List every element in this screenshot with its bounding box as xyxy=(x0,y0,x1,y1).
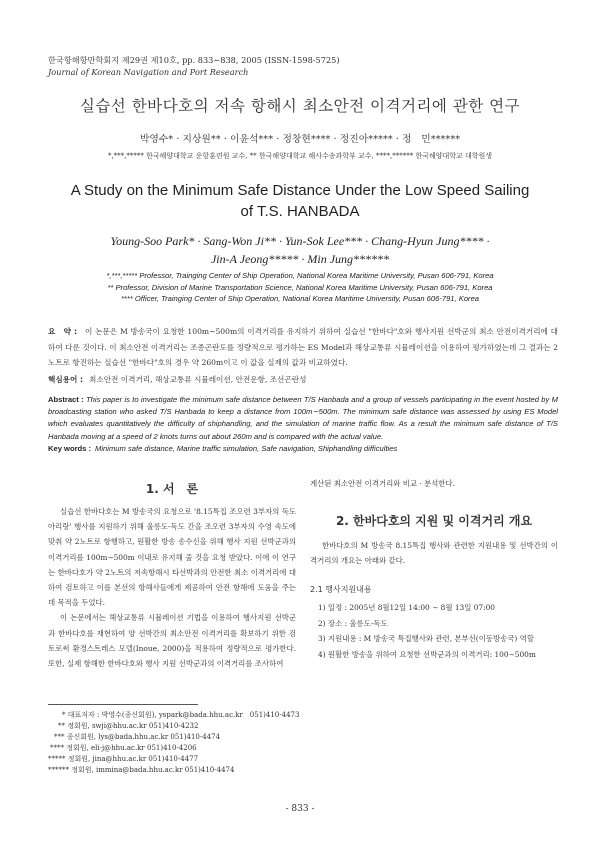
section1-continuation-text: 계산된 최소안전 이격거리와 비교 · 분석한다. xyxy=(310,479,455,488)
affiliation-english-2: ** Professor, Division of Marine Transportation Science, National Korea Maritime University, Pusan 606-791, Korea xyxy=(107,282,493,292)
keywords-korean-label: 핵심용어 : xyxy=(48,375,84,384)
footnote-5: ***** 정회원, jina@hhu.ac.kr 051)410-4477 xyxy=(48,755,199,763)
abstract-korean-text: 이 논문은 M 방송국이 요청한 100m∼500m의 이격거리를 유지하기 위하여 실습선 "한바다"호와 행사지원 선박군의 최소 안전이격거리에 대하여 다룬 것이다. 이 최소안전 이격거리는 조종곤란도를 정량적으로 평가하는 ES Model과 해상교통류 시뮬레이션을 이용하여 평가하였는데 그 결과는 2노트로 항진하는 실습선 "한바다"호의 경우 약 260m이고 이 값을 실제의 값과 비교하였다. xyxy=(48,327,558,367)
title-english-line1: A Study on the Minimum Safe Distance Under the Low Speed Sailing xyxy=(70,182,530,199)
list-item: 1) 일정 : 2005년 8월12일 14:00 ∼ 8월 13일 07:00 xyxy=(318,603,496,612)
keywords-english-text: Minimum safe distance, Marine traffic simulation, Safe navigation, Shiphandling difficulties xyxy=(95,444,398,453)
keywords-english xyxy=(48,444,568,453)
affiliation-english-3: **** Officer, Trainging Center of Ship Operation, National Korea Maritime University, Pusan 606-791, Korea xyxy=(120,294,480,303)
abstract-english xyxy=(48,394,558,443)
abstract-korean-label: 요 약 : xyxy=(48,327,78,336)
section2-intro-text: 한바다호의 M 방송국 8.15특집 행사와 관련한 지원내용 및 선박간의 이격거리의 개요는 아래와 같다. xyxy=(310,541,558,566)
affiliations-english xyxy=(0,270,600,305)
footnote-1: * 대표저자 : 박영수(종신회원), yspark@bada.hhu.ac.kr 051)410-4473 xyxy=(62,711,300,719)
footnote-6: ****** 정회원, immina@bada.hhu.ac.kr 051)410-4474 xyxy=(48,766,235,774)
section1-heading: 1. 서 론 xyxy=(145,482,199,496)
abstract-english-label: Abstract : xyxy=(48,395,84,404)
title-english-line2: of T.S. HANBADA xyxy=(240,203,360,220)
journal-citation: 한국항해항만학회지 제29권 제10호, pp. 833∼838, 2005 (ISSN-1598-5725) xyxy=(48,55,340,65)
section2-heading: 2. 한바다호의 지원 및 이격거리 개요 xyxy=(335,514,533,528)
section1-paragraph-1: 실습선 한바다호는 M 방송국의 요청으로 '8.15특집 조오련 3부자의 독도아리랑' 행사를 지원하기 위해 울릉도-독도 간을 조오련 3부자의 수영 속도에 맞춰 약 2노트로 항행하고, 원활한 방송 송수신을 위해 행사 지원 선박군과의 이격거리를 100m∼500m 이내로 유지해 줄 것을 요청 받았다. 이에 이 연구는 한바다호가 약 2노트의 저속항해시 타선박과의 안전한 최소 이격거리에 대하여 검토하고 이를 본선의 항해사들에게 제공하여 안전 항해에 도움을 주는데 목적을 두었다. xyxy=(48,507,296,608)
authors-korean: 박영수* · 지상원** · 이윤석*** · 정창현**** · 정진아***** · 정 민****** xyxy=(139,134,461,145)
authors-english-line1: Young-Soo Park* · Sang-Won Ji** · Yun-Sok Lee*** · Chang-Hyun Jung**** · xyxy=(110,234,490,248)
section2-intro xyxy=(310,538,558,568)
section2-list xyxy=(318,600,558,662)
journal-header xyxy=(48,54,340,78)
footnote-4: **** 정회원, eli-j@hhu.ac.kr 051)410-4206 xyxy=(50,744,197,752)
section1-paragraph-2: 이 논문에서는 해상교통류 시뮬레이션 기법을 이용하여 행사지원 선박군과 한바다호를 재현하여 양 선박간의 최소안전 이격거리를 확보하기 위한 검토로써 환경스트레스 모델(Inoue, 2000)을 적용하여 정량적으로 평가한다. 또한, 실제 항해한 한바다호와 행사 지원 선박군과의 이격거리를 조사하여 xyxy=(48,613,296,669)
section2-subheading: 2.1 행사지원내용 xyxy=(310,585,372,594)
title-korean: 실습선 한바다호의 저속 항해시 최소안전 이격거리에 관한 연구 xyxy=(79,97,521,115)
page-number: - 833 - xyxy=(285,804,315,814)
footnote-divider xyxy=(48,704,198,705)
footnote-3: *** 종신회원, lys@bada.hhu.ac.kr 051)410-4474 xyxy=(54,733,221,741)
abstract-korean xyxy=(48,324,558,371)
keywords-english-label: Key words : xyxy=(48,444,92,453)
keywords-korean-text: 최소안전 이격거리, 해상교통류 시뮬레이션, 안전운항, 조선곤란성 xyxy=(89,375,307,384)
section1-body xyxy=(48,504,296,671)
title-english xyxy=(0,180,600,222)
journal-name-en: Journal of Korean Navigation and Port Research xyxy=(48,67,249,77)
affiliation-english-1: *,***,***** Professor, Trainging Center of Ship Operation, National Korea Maritime University, Pusan 606-791, Korea xyxy=(106,271,494,280)
authors-english-line2: Jin-A Jeong***** · Min Jung****** xyxy=(210,252,390,266)
section1-continuation xyxy=(310,476,558,491)
list-item: 3) 지원내용 : M 방송국 특집행사와 관련, 본부선(이동방송국) 역할 xyxy=(318,634,534,643)
authors-english xyxy=(0,232,600,268)
keywords-korean xyxy=(48,374,558,385)
abstract-english-text: This paper is to investigate the minimum safe distance between T/S Hanbada and a group of vessels participating in the event hosted by M broadcasting station who asked T/S Hanbada to keep a distance from 100m∼500m. The minimum safe distance was assessed by using ES Model which evaluates quantitatively the difficulty of shiphandling, and the simulation of marine traffic flow. As a result the minimum safe distance of T/S Hanbada moving at a speed of 2 knots turns out about 260m and is compared with the actual value. xyxy=(48,395,558,441)
footnote-2: ** 정회원, swji@hhu.ac.kr 051)410-4232 xyxy=(58,722,199,730)
list-item: 4) 원활한 방송을 위하여 요청한 선박군과의 이격거리: 100∼500m xyxy=(318,649,536,659)
list-item: 2) 장소 : 울릉도-독도 xyxy=(318,618,388,628)
footnotes xyxy=(48,710,299,776)
affiliation-korean: *,***,***** 한국해양대학교 운항훈련원 교수, ** 한국해양대학교 해사수송과학부 교수, ****,****** 한국해양대학교 대학원생 xyxy=(107,152,493,160)
